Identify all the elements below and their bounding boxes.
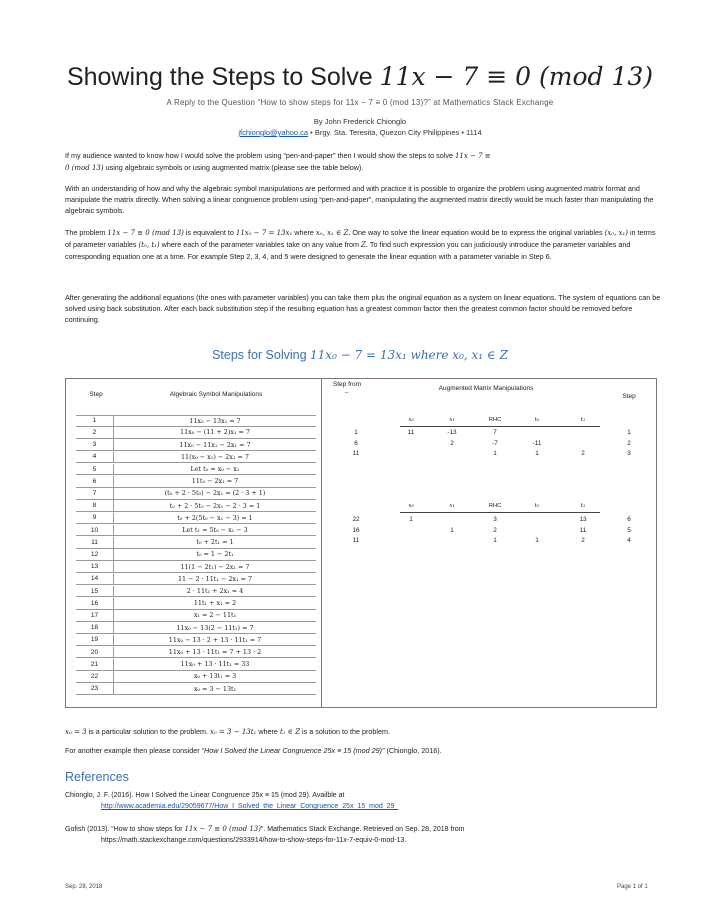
step-number: 1 [76,416,114,426]
step-expression: 11x₀ − 13 · 2 + 13 · 11t₁ = 7 [168,635,262,644]
table-row [76,610,316,622]
matrix-column-header: t₀ [534,417,540,423]
paragraph-1: If my audience wanted to know how I would solve the problem using “pen-and-paper” then I would show the steps to solve 11x − 7 ≡ 0 (mod 13) using algebraic symbols or using augmented matrix (please see the table below). [65,151,491,172]
matrix-cell: 2 [581,537,585,544]
subtitle: A Reply to the Question “How to show steps for 11x − 7 ≡ 0 (mod 13)?” at Mathematics Stack Exchange [166,98,554,107]
step-number: 7 [76,488,114,499]
step-expression: 11(x₀ − x₁) − 2x₁ = 7 [180,452,249,461]
step-number: 5 [76,464,114,475]
step-number: 9 [76,513,114,524]
matrix-step: 6 [627,516,631,523]
table-row [76,586,316,598]
table-row [76,525,316,537]
matrix-cell: 13 [579,516,587,523]
address: • Brgy. Sta. Teresita, Quezon City Philippines • 1114 [308,128,482,137]
email-link[interactable]: jfchionglo@yahoo.ca [238,128,309,137]
step-expression: 11x₀ + 13 · 11t₁ = 33 [180,660,250,669]
step-expression: 11(1 − 2t₁) − 2x₁ = 7 [180,562,250,571]
left-arrow-icon: ← [343,389,351,396]
matrix-step: 4 [627,537,631,544]
references-title: References [65,770,129,784]
table-row [76,574,316,586]
step-number: 10 [76,525,114,536]
matrix-step: 1 [627,429,631,436]
step-expression: x₁ = 2 − 11t₁ [193,611,237,620]
another-example: For another example then please consider “How I Solved the Linear Congruence 25x ≡ 15 (mod 29)” (Chionglo, 2016). [65,746,442,755]
step-expression: t₀ + 2(5t₀ − x₁ − 3) = 1 [177,513,253,522]
reference-1-link[interactable]: http://www.academia.edu/29059677/How_I_Solved_the_Linear_Congruence_25x_15_mod_29_ [101,803,399,810]
table-row [76,415,316,427]
table-row [76,513,316,525]
footer-page: Page 1 of 1 [617,884,648,890]
table-row [76,476,316,488]
step-expression: t₀ = 1 − 2t₁ [196,550,234,559]
table-row [76,622,316,634]
byline [0,116,720,138]
reference-1: Chionglo, J. F. (2016). How I Solved the Linear Congruence 25x ≡ 15 (mod 29). Availble at http://www.academia.edu/29059677/How_I_Solved_the_Linear_Congruence_25x_15_mod_29_ [65,792,399,810]
author: By John Frederick Chionglo [313,117,407,126]
step-from: 16 [352,526,360,534]
matrix-cell: 11 [407,429,415,436]
paragraph-3: The problem 11x − 7 ≡ 0 (mod 13) is equivalent to 11x₀ − 7 = 13x₁ where x₀, x₁ ∈ Z. One way to solve the linear equation would be to express the original variables (x₀, x₁) in terms of parameter variables (t₀, t₁) where each of the parameter variables take on any value from Z. To find such expression you can judiciously introduce the parameter variables and corresponding equation one at a time. For example Step 2, 3, 4, and 5 were designed to generate the linear equation with a parameter variable in Step 6. [65,228,656,261]
title-math: 11x − 7 ≡ 0 (mod 13) [379,62,654,91]
step-number: 16 [76,598,114,609]
table-row [76,427,316,439]
reference-2: Gofish (2013). “How to show steps for 11x − 7 ≡ 0 (mod 13)”. Mathematics Stack Exchange. Retrieved on Sep. 28, 2018 from https://math.stackexchange.com/questions/2933914/how-to-show-steps-for-11x-7-equiv-0-mod-13. [65,825,465,844]
table-row [76,683,316,695]
step-expression: 11 − 2 · 11t₁ − 2x₁ = 7 [177,574,253,583]
matrix-column-header: t₁ [580,417,586,423]
matrix-column-header: t₁ [580,503,586,509]
section-title: Steps for Solving 11x₀ − 7 = 13x₁ where x₀, x₁ ∈ Z [212,348,508,362]
table-row [76,500,316,512]
paragraph-4: After generating the additional equations (the ones with parameter variables) you can take them plus the original equation as a system on linear equations. The system of equations can be solved using back substitution. After each back substitution step if the resulting equation has a greatest common factor then the greatest common factor should be removed before continuing. [65,293,661,324]
matrix-column-header: x₁ [449,503,455,509]
step-from: 11 [352,537,360,544]
matrix-cell: 1 [493,537,497,544]
solution-line: x₀ = 3 is a particular solution to the problem. x₀ = 3 − 13t₁ where t₁ ∈ Z is a solution to the problem. [65,727,390,736]
matrix-cell: -11 [532,439,542,447]
step-expression: 11t₀ − 2x₁ = 7 [191,477,239,486]
table-row [76,439,316,451]
step-number: 21 [76,659,114,670]
step-number: 6 [76,476,114,487]
step-expression: Let t₀ = x₀ − x₁ [190,465,240,474]
step-from: 11 [352,450,360,457]
header-augmented: Augmented Matrix Manipulations [438,385,534,392]
table-row [76,561,316,573]
table-row [76,537,316,549]
step-expression: 11x₀ − 13(2 − 11t₁) = 7 [176,623,254,632]
header-step: Step [89,391,103,398]
matrix-cell: 7 [493,429,497,436]
matrix-cell: 1 [409,516,413,523]
step-expression: 11x₀ − 13x₁ = 7 [189,416,241,425]
table-row [76,598,316,610]
step-expression: x₀ + 13t₁ = 3 [193,672,237,681]
step-expression: 11t₁ + x₁ = 2 [193,599,237,608]
step-number: 14 [76,574,114,585]
step-number: 2 [76,427,114,438]
matrix-column-header: x₀ [408,417,414,423]
matrix-cell: 2 [493,526,497,534]
step-number: 12 [76,549,114,560]
step-number: 13 [76,561,114,572]
matrix-cell: 2 [581,450,585,457]
page-title [0,62,720,92]
table-row [76,635,316,647]
matrix-cell: 1 [450,526,454,534]
header-algebraic: Algebraic Symbol Manipulations [169,391,263,398]
step-expression: 11x₀ − 11x₁ − 2x₁ = 7 [179,440,251,449]
step-expression: t₀ + 2t₁ = 1 [196,538,234,547]
algebraic-column [66,379,322,707]
footer-date: Sep. 28, 2018 [65,884,103,890]
table-row [76,488,316,500]
step-number: 17 [76,610,114,621]
step-number: 11 [76,537,114,548]
table-row [76,671,316,683]
matrix-header-rule [400,512,600,513]
header-step-right: Step [622,393,636,400]
step-expression: t₀ + 2 · 5t₀ − 2x₁ − 2 · 3 = 1 [169,501,261,510]
step-expression: Let t₁ = 5t₀ − x₁ − 3 [182,526,248,535]
steps-table [65,378,657,708]
header-step-from: Step from ← [332,381,362,396]
title-text: Showing the Steps to Solve [66,63,380,91]
table-row [76,659,316,671]
matrix-cell: 1 [493,450,497,457]
matrix-column-header: RHC [488,503,502,509]
table-row [76,647,316,659]
matrix-step: 5 [627,526,631,534]
step-number: 3 [76,439,114,450]
matrix-column-header: x₀ [408,503,414,509]
matrix-cell: -13 [447,429,457,436]
step-number: 8 [76,500,114,511]
step-from: 6 [354,439,358,447]
matrix-cell: -7 [492,439,498,447]
step-expression: 11x₀ + 13 · 11t₁ = 7 + 13 · 2 [168,648,262,657]
table-row [76,549,316,561]
matrix-cell: 1 [535,450,539,457]
matrix-column-header: RHC [488,417,502,423]
matrix-cell: 1 [535,537,539,544]
step-expression: x₀ = 3 − 13t₁ [193,684,237,693]
matrix-cell: 2 [450,439,454,447]
step-from: 1 [354,429,358,436]
step-number: 4 [76,452,114,463]
matrix-cell: 3 [493,516,497,523]
step-number: 19 [76,635,114,646]
matrix-step: 2 [627,439,631,447]
step-number: 22 [76,671,114,682]
matrix-cell: 11 [579,526,587,534]
step-number: 18 [76,622,114,633]
step-from: 22 [352,516,360,523]
matrix-header-rule [400,426,600,427]
step-number: 23 [76,683,114,694]
matrix-step: 3 [627,450,631,457]
table-row [76,452,316,464]
step-expression: 2 · 11t₁ + 2x₁ = 4 [186,587,244,596]
table-row [76,464,316,476]
matrix-column-header: t₀ [534,503,540,509]
step-number: 20 [76,647,114,658]
matrix-column-header: x₁ [449,417,455,423]
step-expression: (t₀ + 2 · 5t₀) − 2x₁ = (2 · 3 + 1) [164,489,266,498]
step-expression: 11x₀ − (11 + 2)x₁ = 7 [180,428,250,437]
paragraph-2: With an understanding of how and why the algebraic symbol manipulations are performed and with practice it is possible to organize the problem using augmented matrix format and manipulate the matrix directly. When solving a linear congruence problem using “pen-and-paper”, manipulating the augmented matrix directly would be much faster than manipulating the algebraic symbols. [65,184,654,215]
step-number: 15 [76,586,114,597]
